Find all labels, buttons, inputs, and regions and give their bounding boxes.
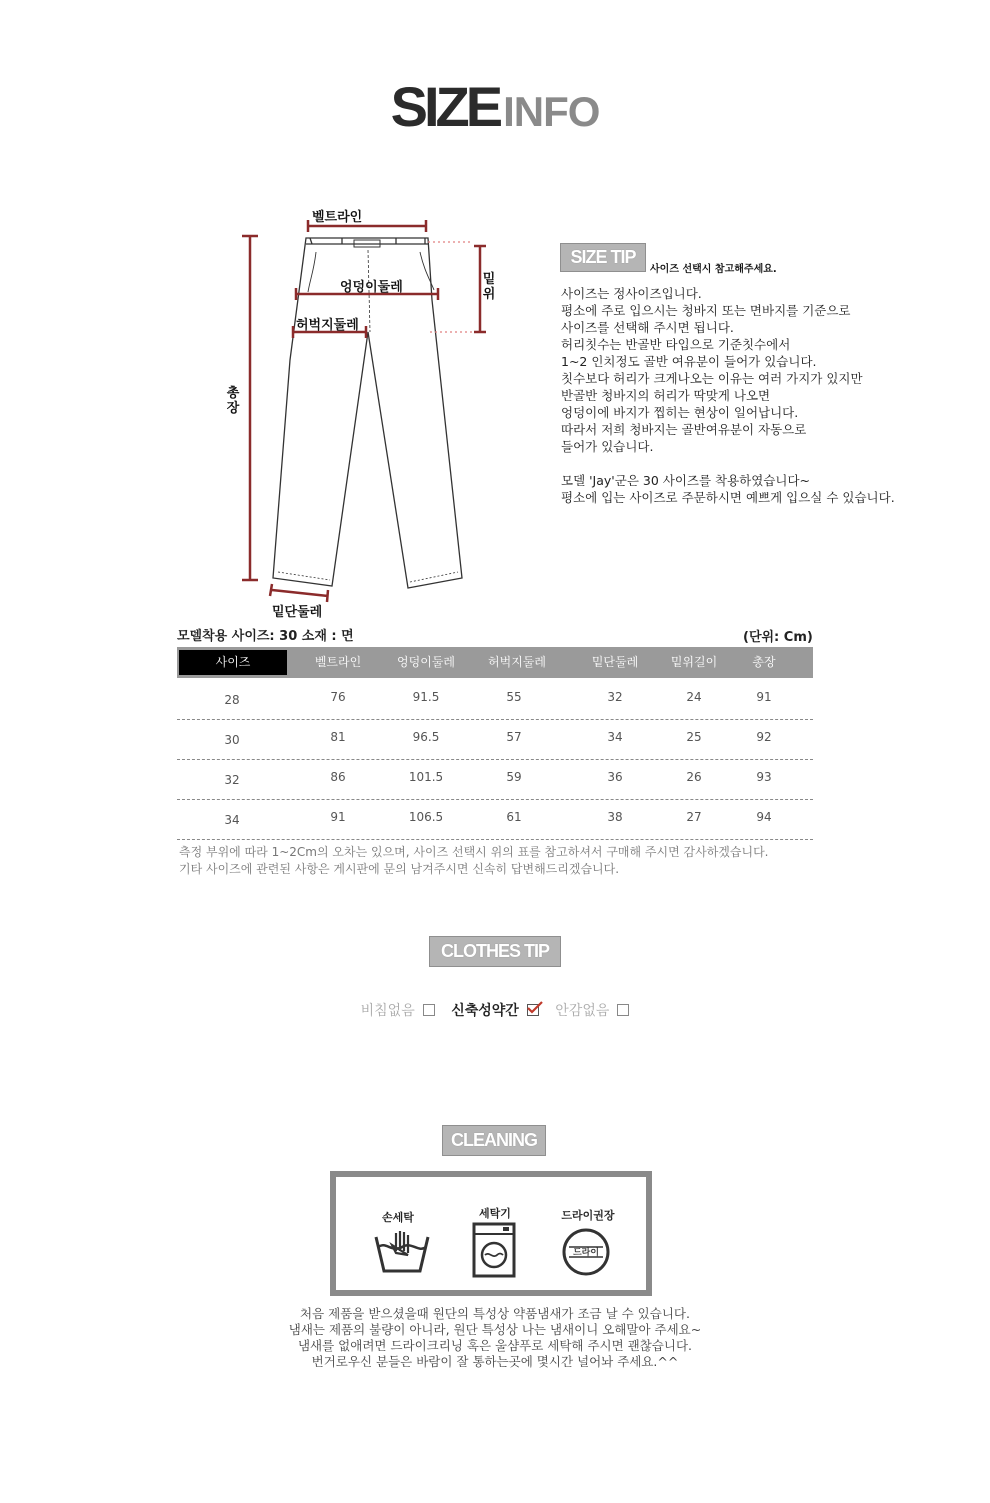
- checked-checkbox-icon: [527, 1004, 539, 1016]
- clothes-options: [0, 1000, 990, 1020]
- unit-label: (단위: Cm): [743, 630, 813, 645]
- table-row: [177, 679, 813, 720]
- size-tip-line: 허리칫수는 반골반 타입으로 기준칫수에서: [561, 337, 791, 352]
- size-tip-line: [561, 455, 895, 472]
- size-tip-line: 모델 'Jay'군은 30 사이즈를 착용하였습니다~: [561, 473, 811, 488]
- size-tip-line: 1~2 인치정도 골반 여유분이 들어가 있습니다.: [561, 354, 817, 369]
- dry-clean-label: 드라이권장: [561, 1209, 615, 1222]
- table-header-cell: 밑단둘레: [591, 655, 639, 669]
- thigh-label: 허벅지둘레: [296, 318, 359, 333]
- table-cell: 28: [224, 693, 240, 707]
- title-size: SIZE: [390, 75, 500, 138]
- table-note: 측정 부위에 따라 1~2Cm의 오차는 있으며, 사이즈 선택시 위의 표를 참고하셔서 구매해 주시면 감사하겠습니다.: [179, 845, 769, 859]
- checkbox-icon: [617, 1004, 629, 1016]
- table-header: [177, 647, 813, 678]
- table-cell: 38: [607, 810, 623, 824]
- cleaning-note: 냄새를 없애려면 드라이크리닝 혹은 울샴푸로 세탁해 주시면 괜찮습니다.: [297, 1338, 693, 1353]
- table-cell: 25: [686, 730, 702, 744]
- option-slight-stretch: [451, 1000, 539, 1020]
- cleaning-note: 냄새는 제품의 불량이 아니라, 원단 특성상 나는 냄새이니 오해말아 주세요~: [288, 1322, 702, 1337]
- table-cell: 94: [756, 810, 772, 824]
- option-label: 안감없음: [555, 1003, 610, 1019]
- cleaning-notes: [0, 1306, 990, 1370]
- size-tip-line: 반골반 청바지의 허리가 딱맞게 나오면: [561, 388, 771, 403]
- table-cell: 91.5: [412, 690, 440, 704]
- dry-clean-icon-text: 드라이: [572, 1248, 600, 1258]
- table-row: [177, 759, 813, 800]
- option-no-lining: [555, 1000, 629, 1020]
- dry-clean-icon: [561, 1227, 611, 1277]
- table-cell: 34: [607, 730, 623, 744]
- table-cell: 92: [756, 730, 772, 744]
- page-title: [0, 74, 990, 139]
- table-cell: 86: [330, 770, 346, 784]
- size-tip-line: 들어가 있습니다.: [561, 439, 654, 454]
- clothes-tip-badge: CLOTHES TIP: [429, 936, 561, 967]
- table-cell: 26: [686, 770, 702, 784]
- table-cell: 91: [756, 690, 772, 704]
- washing-machine-icon: [471, 1221, 517, 1279]
- pants-diagram: [220, 200, 510, 620]
- size-tip-line: 따라서 저희 청바지는 골반여유분이 자동으로: [561, 422, 807, 437]
- rise-label: 밑위: [482, 272, 496, 302]
- cleaning-panel: [330, 1171, 652, 1296]
- table-header-cell: 총장: [752, 655, 776, 669]
- table-cell: 34: [224, 813, 240, 827]
- table-header-cell: 사이즈: [179, 650, 287, 675]
- model-info: 모델착용 사이즈: 30 소재 : 면: [177, 629, 354, 644]
- length-label: 총장: [226, 386, 240, 416]
- cleaning-note: 번거로우신 분들은 바람이 잘 통하는곳에 몇시간 널어놔 주세요.^^: [311, 1354, 679, 1369]
- size-tip-text: [561, 285, 895, 506]
- table-cell: 32: [607, 690, 623, 704]
- checkbox-icon: [423, 1004, 435, 1016]
- size-tip-line: 사이즈를 선택해 주시면 됩니다.: [561, 320, 734, 335]
- table-cell: 24: [686, 690, 702, 704]
- table-cell: 27: [686, 810, 702, 824]
- hip-label: 엉덩이둘레: [340, 280, 403, 295]
- table-cell: 57: [506, 730, 522, 744]
- option-label: 비침없음: [360, 1003, 415, 1019]
- table-cell: 76: [330, 690, 346, 704]
- size-tip-badge: SIZE TIP: [560, 243, 646, 272]
- table-cell: 55: [506, 690, 522, 704]
- table-cell: 61: [506, 810, 522, 824]
- table-cell: 81: [330, 730, 346, 744]
- cleaning-badge: CLEANING: [442, 1125, 546, 1156]
- option-no-see-through: [361, 1000, 435, 1020]
- washing-machine-label: 세탁기: [479, 1207, 511, 1220]
- table-cell: 32: [224, 773, 240, 787]
- table-cell: 101.5: [408, 770, 444, 784]
- belt-label: 벨트라인: [312, 210, 363, 225]
- table-cell: 96.5: [412, 730, 440, 744]
- hem-label: 밑단둘레: [272, 605, 323, 620]
- table-cell: 59: [506, 770, 522, 784]
- table-row: [177, 719, 813, 760]
- hand-wash-label: 손세탁: [382, 1211, 414, 1224]
- table-cell: 91: [330, 810, 346, 824]
- table-cell: 106.5: [408, 810, 444, 824]
- cleaning-note: 처음 제품을 받으셨을때 원단의 특성상 약품냄새가 조금 날 수 있습니다.: [300, 1306, 690, 1321]
- table-header-cell: 벨트라인: [314, 655, 362, 669]
- size-tip-line: 평소에 주로 입으시는 청바지 또는 면바지를 기준으로: [561, 303, 851, 318]
- table-header-cell: 엉덩이둘레: [397, 655, 455, 669]
- table-row: [177, 799, 813, 840]
- title-info: INFO: [503, 88, 600, 135]
- hand-wash-icon: [372, 1229, 432, 1275]
- table-header-cell: 허벅지둘레: [488, 655, 546, 669]
- size-tip-line: 칫수보다 허리가 크게나오는 이유는 여러 가지가 있지만: [561, 371, 863, 386]
- option-label: 신축성약간: [451, 1003, 519, 1019]
- size-tip-line: 사이즈는 정사이즈입니다.: [561, 286, 702, 301]
- table-cell: 36: [607, 770, 623, 784]
- size-tip-line: 엉덩이에 바지가 찝히는 현상이 일어납니다.: [561, 405, 799, 420]
- table-cell: 30: [224, 733, 240, 747]
- table-note: 기타 사이즈에 관련된 사항은 게시판에 문의 남겨주시면 신속히 답변해드리겠습니다.: [179, 862, 620, 876]
- table-cell: 93: [756, 770, 772, 784]
- table-notes: [179, 844, 768, 878]
- size-tip-line: 평소에 입는 사이즈로 주문하시면 예쁘게 입으실 수 있습니다.: [561, 490, 895, 505]
- table-header-cell: 밑위길이: [670, 655, 718, 669]
- size-tip-note: 사이즈 선택시 참고해주세요.: [650, 264, 777, 275]
